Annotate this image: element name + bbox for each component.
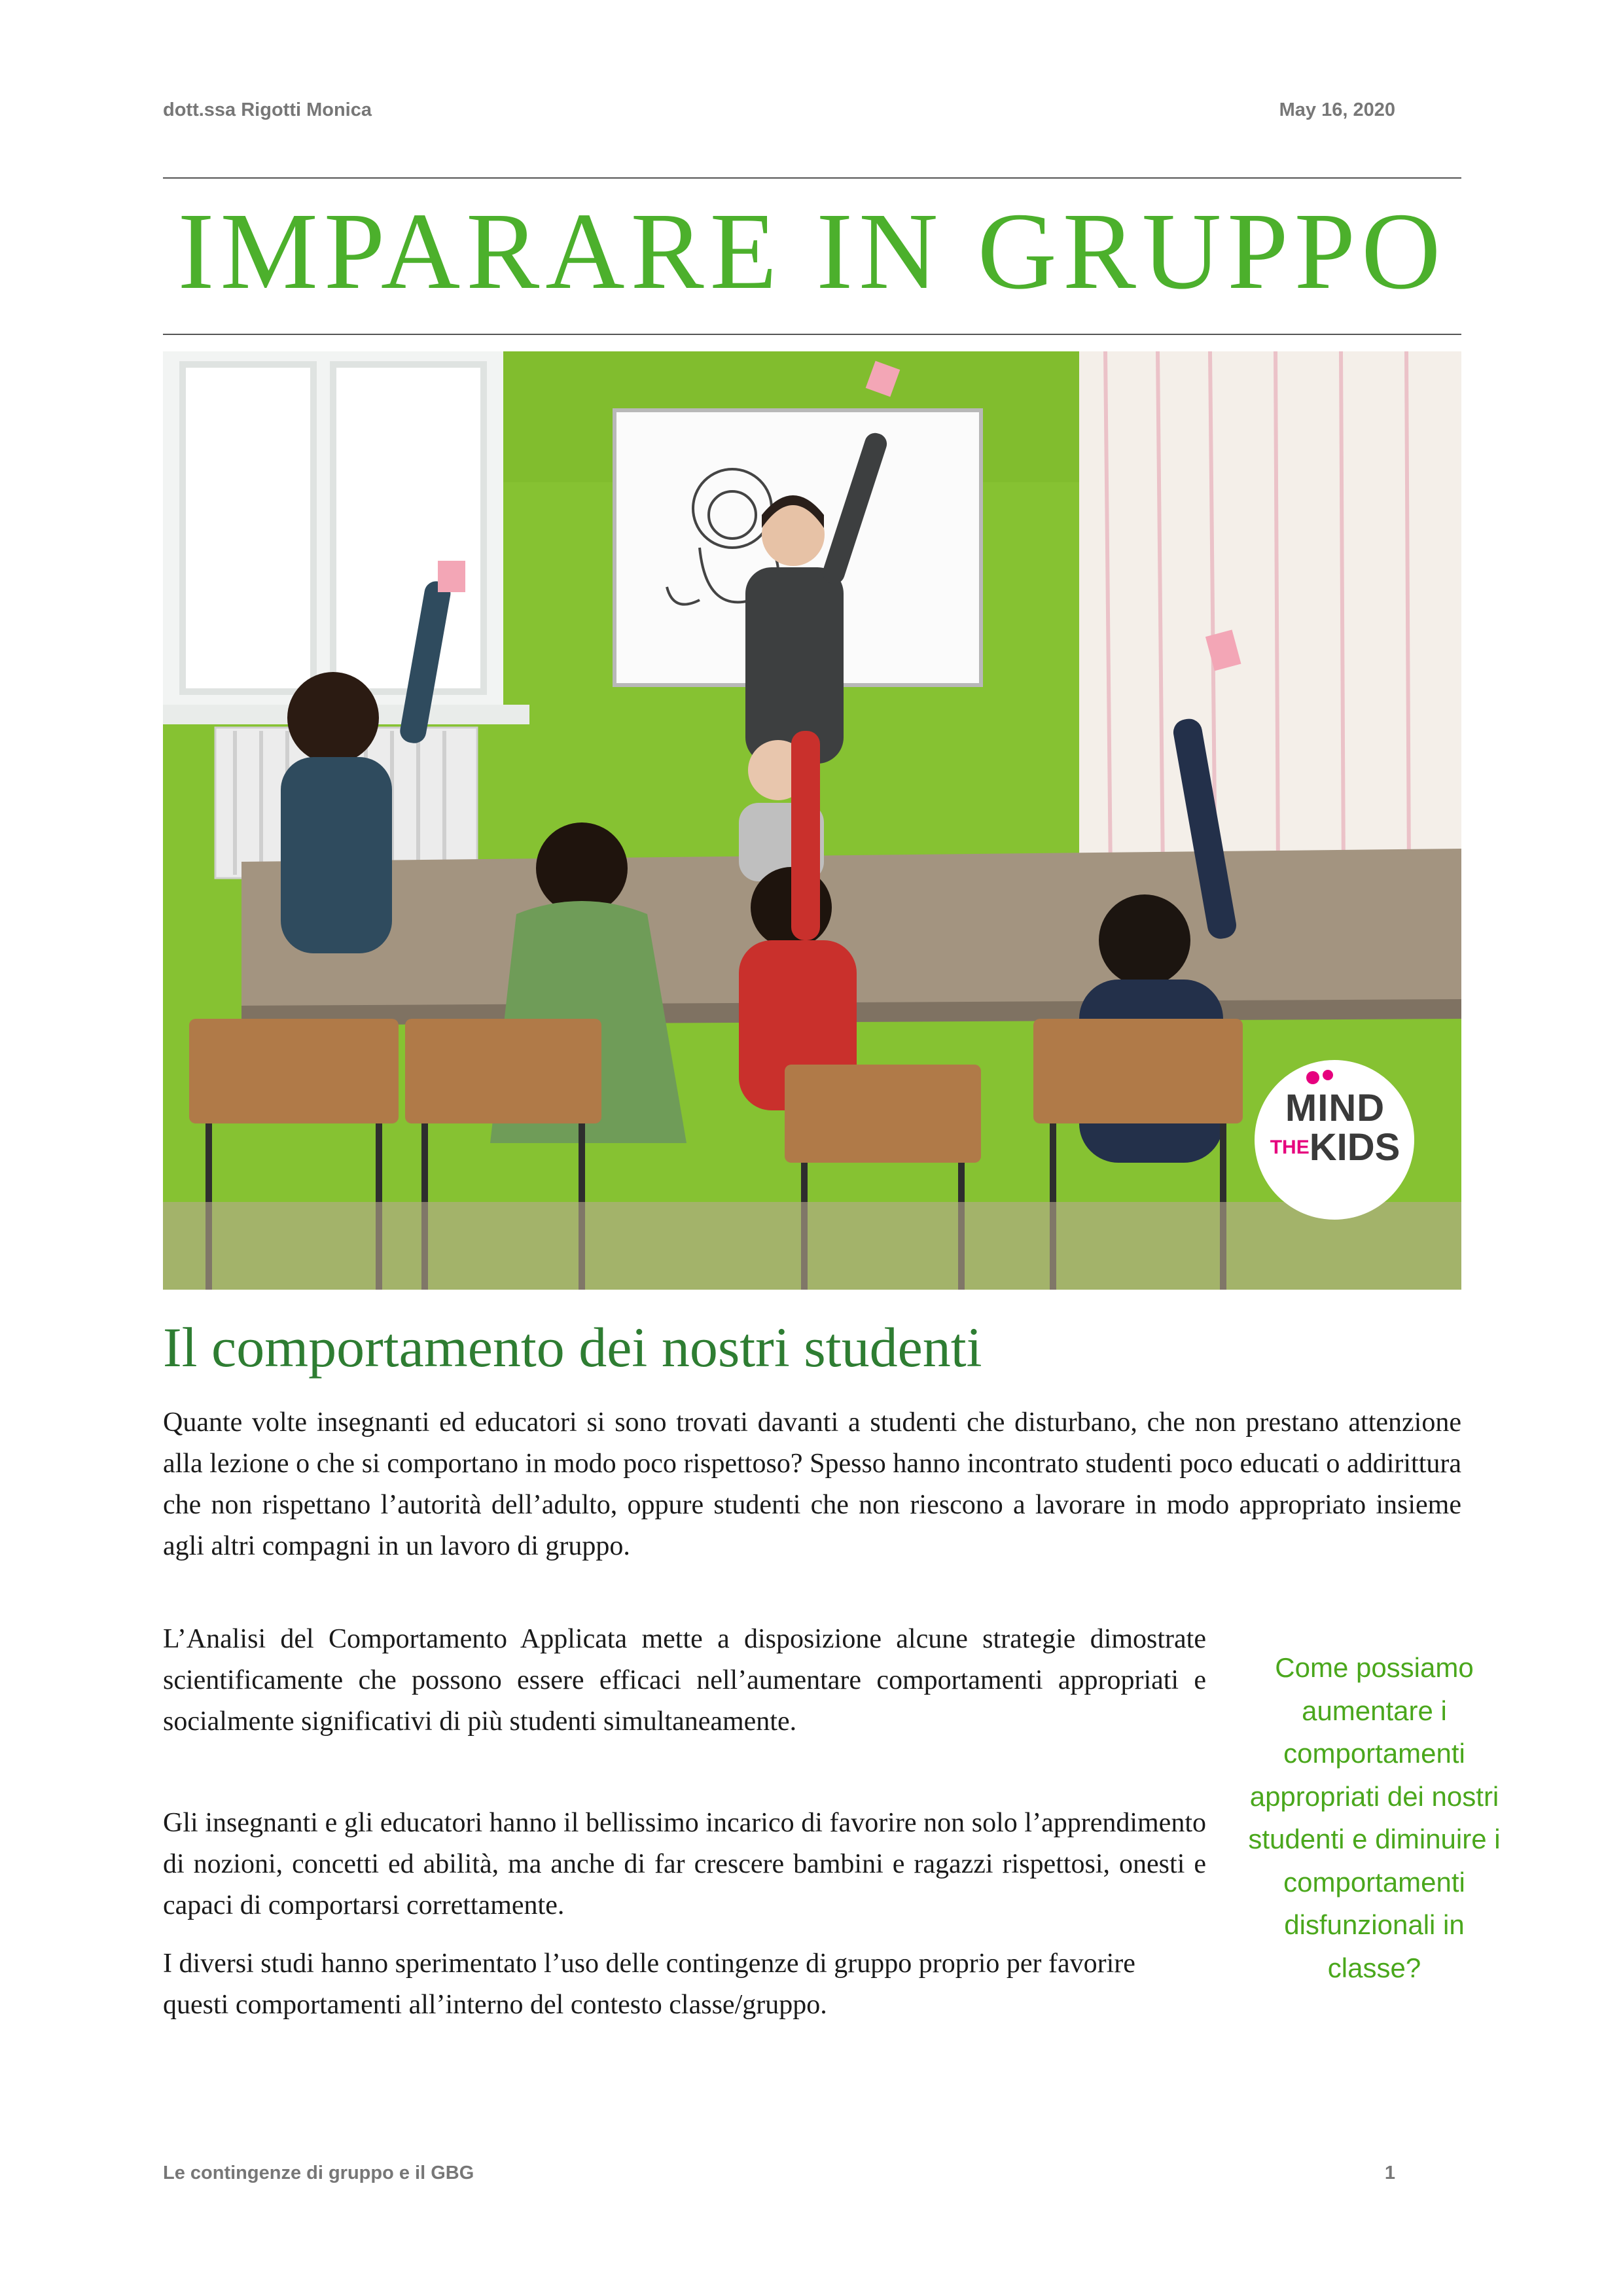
footer-doc-title: Le contingenze di gruppo e il GBG [163, 2163, 474, 2183]
title-rule [163, 334, 1461, 335]
section-heading: Il comportamento dei nostri studenti [163, 1316, 982, 1379]
paragraph-4: I diversi studi hanno sperimentato l’uso delle contingenze di gruppo proprio per favorire questi comportamenti all’interno del contesto classe/gruppo. [163, 1949, 1135, 2020]
paragraph-3: Gli insegnanti e gli educatori hanno il bellissimo incarico di favorire non solo l’apprendimento di nozioni, concetti ed abilità, ma anche di far crescere bambini e ragazzi rispettosi, onesti e capaci di comportarsi correttamente. [163, 1808, 1206, 1920]
pull-quote: Come possiamo aumentare i comportamenti appropriati dei nostri studenti e diminuire i comportamenti disfunzionali in classe? [1248, 1652, 1501, 1983]
header-date: May 16, 2020 [1279, 99, 1395, 120]
paragraph-2: L’Analisi del Comportamento Applicata mette a disposizione alcune strategie dimostrate scientificamente che possono essere efficaci nell’aumentare comportamenti appropriati e socialmente significativi di più studenti simultaneamente. [163, 1624, 1206, 1737]
logo-kids: KIDS [1309, 1126, 1400, 1169]
page-title: IMPARARE IN GRUPPO [177, 190, 1447, 312]
header-author: dott.ssa Rigotti Monica [163, 99, 372, 120]
logo-text [1253, 1089, 1417, 1167]
paragraph-1: Quante volte insegnanti ed educatori si sono trovati davanti a studenti che disturbano, che non prestano attenzione alla lezione o che si comportano in modo poco rispettoso? Spesso hanno incontrato studenti poco educati o addirittura che non rispettano l’autorità dell’adulto, oppure studenti che non riescono a lavorare in modo appropriato insieme agli altri compagni in un lavoro di gruppo. [163, 1407, 1461, 1561]
top-rule [163, 177, 1461, 179]
logo-mind: MIND [1285, 1087, 1385, 1129]
logo-the: THE [1270, 1137, 1310, 1158]
page-number: 1 [1384, 2163, 1395, 2183]
